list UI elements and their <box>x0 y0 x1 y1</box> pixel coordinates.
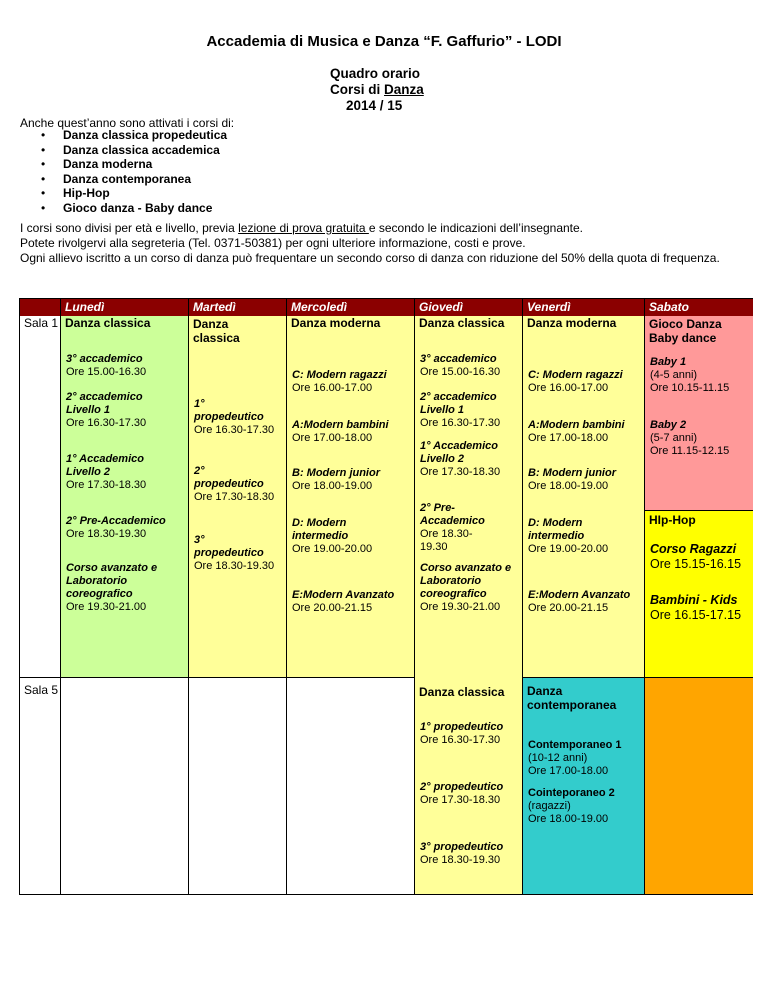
subtitle-line3: 2014 / 15 <box>346 98 403 113</box>
day-header-giovedi: Giovedì <box>415 299 522 316</box>
lesson-time: Ore 20.00-21.15 <box>292 602 373 614</box>
lesson-name: A:Modern bambini <box>292 419 389 431</box>
notes <box>20 221 755 266</box>
lesson-name: 2° accademico Livello 1 <box>420 391 497 416</box>
lesson-entry <box>66 515 186 541</box>
lesson-time: Ore 16.30-17.30 <box>420 417 501 429</box>
column-venerdi <box>522 299 644 894</box>
bullet-icon: • <box>41 128 46 142</box>
lesson-entry <box>528 739 644 778</box>
lesson-entry <box>420 391 520 430</box>
course-label: Danza contemporanea <box>63 171 192 186</box>
lesson-time: Ore 17.00-18.00 <box>528 765 609 777</box>
lesson-entry <box>420 781 520 807</box>
lesson-name: 3° propedeutico <box>420 841 504 853</box>
lesson-time: Ore 18.30-19.30 <box>420 854 501 866</box>
lesson-name: Corso Ragazzi <box>650 542 737 556</box>
lesson-name: Bambini - Kids <box>650 593 738 607</box>
lesson-time: Ore 18.30-19.30 <box>420 528 473 553</box>
list-item <box>20 157 227 172</box>
course-title: Danza moderna <box>291 316 381 330</box>
column-sabato <box>644 299 752 894</box>
lesson-name: Corso avanzato e Laboratorio coreografico <box>420 562 512 600</box>
lesson-time: Ore 19.30-21.00 <box>66 601 147 613</box>
lesson-time: Ore 19.30-21.00 <box>420 601 501 613</box>
lesson-name: 1° propedeutico <box>194 398 264 423</box>
lesson-time: Ore 16.30-17.30 <box>420 734 501 746</box>
lesson-name: 3° accademico <box>66 353 143 365</box>
lesson-entry <box>292 517 377 556</box>
lesson-time: Ore 18.30-19.30 <box>66 528 147 540</box>
lesson-entry <box>66 453 166 492</box>
note-highlight: lezione di prova gratuita <box>238 221 369 235</box>
lesson-entry <box>528 787 644 826</box>
lesson-name: E:Modern Avanzato <box>292 589 395 601</box>
lesson-time: Ore 15.15-16.15 <box>650 557 742 571</box>
lesson-time: Ore 18.00-19.00 <box>292 480 373 492</box>
lesson-time: Ore 19.00-20.00 <box>292 543 373 555</box>
course-label: Danza classica accademica <box>63 142 220 157</box>
lesson-name: 2° Pre-Accademico <box>66 515 166 527</box>
day-header-mercoledi: Mercoledì <box>287 299 414 316</box>
lesson-time: Ore 17.30-18.30 <box>194 491 275 503</box>
course-label: Hip-Hop <box>63 186 110 200</box>
lesson-time: Ore 16.00-17.00 <box>292 382 373 394</box>
page-title: Accademia di Musica e Danza “F. Gaffurio” - LODI <box>206 33 562 50</box>
lesson-time: Ore 17.00-18.00 <box>292 432 373 444</box>
lesson-name: 2° propedeutico <box>420 781 504 793</box>
day-header-lunedi: Lunedì <box>61 299 188 316</box>
bullet-icon: • <box>41 142 46 157</box>
lesson-entry <box>420 721 520 747</box>
lesson-time: Ore 11.15-12.15 <box>650 445 730 457</box>
column-mercoledi <box>286 299 414 894</box>
lesson-time: Ore 15.00-16.30 <box>66 366 147 378</box>
lesson-entry <box>194 534 286 573</box>
lesson-name: Baby 2 <box>650 419 687 431</box>
lesson-name: 2° accademico Livello 1 <box>66 391 143 416</box>
lesson-time: Ore 15.00-16.30 <box>420 366 501 378</box>
lesson-age: (10-12 anni) <box>528 752 588 764</box>
column-lunedi <box>60 299 188 894</box>
course-title: Danza classica <box>419 685 505 699</box>
schedule-table <box>19 298 753 895</box>
course-label: Danza moderna <box>63 157 153 171</box>
lesson-time: Ore 17.30-18.30 <box>66 479 147 491</box>
subtitle-line1: Quadro orario <box>330 66 421 81</box>
lesson-time: Ore 17.30-18.30 <box>420 794 501 806</box>
lesson-age: (ragazzi) <box>528 800 571 812</box>
intro-text: Anche quest’anno sono attivati i corsi di: <box>20 116 235 130</box>
lesson-entry <box>528 369 644 395</box>
lesson-entry <box>528 419 644 445</box>
lesson-entry <box>650 419 750 458</box>
lesson-age: (4-5 anni) <box>650 369 698 381</box>
cell-bg <box>645 678 753 894</box>
schedule-subtitle <box>330 66 424 114</box>
lesson-time: Ore 16.30-17.30 <box>66 417 147 429</box>
lesson-name: 2° propedeutico <box>194 465 264 490</box>
course-label: Gioco danza - Baby dance <box>63 200 213 215</box>
day-header-venerdi: Venerdì <box>523 299 644 316</box>
lesson-name: Contemporaneo 1 <box>528 739 622 751</box>
day-header-martedi: Martedì <box>189 299 286 316</box>
lesson-name: C: Modern ragazzi <box>292 369 387 381</box>
cell-bg <box>645 316 753 510</box>
subtitle-underlined: Danza <box>384 82 424 97</box>
lesson-name: D: Modern intermedio <box>292 517 349 542</box>
lesson-entry <box>650 593 753 623</box>
course-title: Danza moderna <box>527 316 617 330</box>
list-item <box>20 186 227 201</box>
lesson-age: (5-7 anni) <box>650 432 698 444</box>
lesson-name: 2° Pre-Accademico <box>420 502 485 527</box>
course-title: Danza classica <box>193 317 240 345</box>
lesson-time: Ore 20.00-21.15 <box>528 602 609 614</box>
lesson-entry <box>420 841 520 867</box>
lesson-time: Ore 16.30-17.30 <box>194 424 275 436</box>
lesson-name: 3° propedeutico <box>194 534 264 559</box>
bullet-icon: • <box>41 186 46 200</box>
lesson-time: Ore 18.00-19.00 <box>528 480 609 492</box>
course-title: Danza classica <box>419 316 505 330</box>
course-title: Gioco Danza Baby dance <box>649 317 722 345</box>
lesson-name: 1° propedeutico <box>420 721 504 733</box>
bullet-icon: • <box>41 171 46 186</box>
course-title: Danza classica <box>65 316 151 330</box>
lesson-time: Ore 18.30-19.30 <box>194 560 275 572</box>
lesson-entry <box>528 517 613 556</box>
lesson-name: E:Modern Avanzato <box>528 589 631 601</box>
lesson-name: D: Modern intermedio <box>528 517 585 542</box>
lesson-time: Ore 19.00-20.00 <box>528 543 609 555</box>
lesson-entry <box>194 465 286 504</box>
lesson-entry <box>194 398 286 437</box>
lesson-name: B: Modern junior <box>528 467 616 479</box>
lesson-entry <box>292 467 414 493</box>
column-martedi <box>188 299 286 894</box>
course-title: HIp-Hop <box>649 513 696 527</box>
lesson-entry <box>420 502 500 554</box>
lesson-time: Ore 16.00-17.00 <box>528 382 609 394</box>
lesson-name: Cointeporaneo 2 <box>528 787 615 799</box>
lesson-entry <box>528 589 644 615</box>
lesson-entry <box>292 419 414 445</box>
lesson-name: Baby 1 <box>650 356 687 368</box>
list-item <box>20 128 227 143</box>
lesson-entry <box>528 467 644 493</box>
lesson-entry <box>650 356 750 395</box>
list-item <box>20 201 227 216</box>
lesson-name: 1° Accademico Livello 2 <box>420 440 498 465</box>
room-label-sala5: Sala 5 <box>24 683 59 697</box>
course-list <box>20 128 227 215</box>
room-label-sala1: Sala 1 <box>24 316 59 330</box>
list-item <box>20 143 227 158</box>
subtitle-prefix: Corsi di <box>330 82 385 97</box>
lesson-time: Ore 17.00-18.00 <box>528 432 609 444</box>
lesson-entry <box>420 562 522 614</box>
course-title: Danza contemporanea <box>527 684 617 712</box>
note-1 <box>20 221 755 236</box>
bullet-icon: • <box>41 200 46 215</box>
day-header-sabato: Sabato <box>645 299 753 316</box>
lesson-time: Ore 18.00-19.00 <box>528 813 609 825</box>
course-label: Danza classica propedeutica <box>63 128 228 142</box>
lesson-time: Ore 10.15-11.15 <box>650 382 730 394</box>
note-text: e secondo le indicazioni dell’insegnante. <box>368 221 584 235</box>
lesson-name: C: Modern ragazzi <box>528 369 623 381</box>
lesson-time: Ore 17.30-18.30 <box>420 466 501 478</box>
column-giovedi <box>414 299 522 894</box>
list-item <box>20 172 227 187</box>
note-text: I corsi sono divisi per età e livello, previa <box>20 221 239 235</box>
bullet-icon: • <box>41 157 46 171</box>
lesson-name: 3° accademico <box>420 353 497 365</box>
lesson-entry <box>66 353 184 379</box>
lesson-entry <box>66 391 166 430</box>
note-2: Potete rivolgervi alla segreteria (Tel. 0371-50381) per ogni ulteriore informazione, costi e prove. <box>20 236 526 250</box>
lesson-name: A:Modern bambini <box>528 419 625 431</box>
lesson-name: Corso avanzato e Laboratorio coreografico <box>66 562 158 600</box>
note-3: Ogni allievo iscritto a un corso di danza può frequentare un secondo corso di danza con riduzione del 50% della quota di frequenza. <box>20 251 720 265</box>
lesson-entry <box>650 542 753 572</box>
lesson-entry <box>420 353 520 379</box>
subtitle-line2 <box>330 82 424 98</box>
lesson-entry <box>292 369 414 395</box>
lesson-name: B: Modern junior <box>292 467 380 479</box>
lesson-entry <box>420 440 520 479</box>
lesson-time: Ore 16.15-17.15 <box>650 608 742 622</box>
lesson-name: 1° Accademico Livello 2 <box>66 453 144 478</box>
lesson-entry <box>66 562 176 614</box>
lesson-entry <box>292 589 414 615</box>
